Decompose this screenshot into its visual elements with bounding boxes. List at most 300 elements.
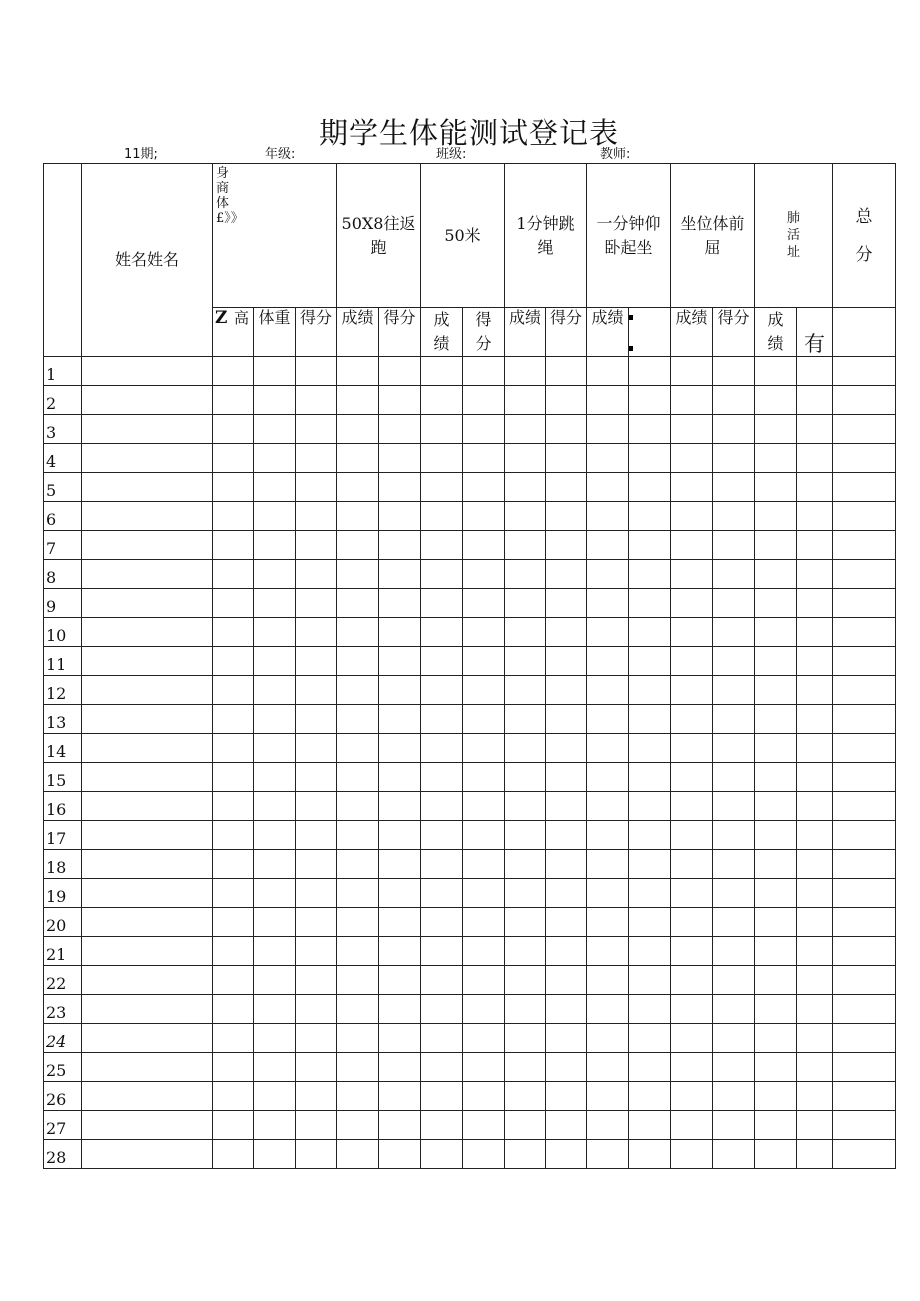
entry-cell[interactable] bbox=[671, 995, 713, 1024]
entry-cell[interactable] bbox=[713, 1024, 755, 1053]
entry-cell[interactable] bbox=[337, 1053, 379, 1082]
entry-cell[interactable] bbox=[755, 589, 797, 618]
entry-cell[interactable] bbox=[337, 502, 379, 531]
student-name-cell[interactable] bbox=[82, 1024, 213, 1053]
entry-cell[interactable] bbox=[463, 966, 505, 995]
entry-cell[interactable] bbox=[671, 821, 713, 850]
entry-cell[interactable] bbox=[337, 966, 379, 995]
entry-cell[interactable] bbox=[546, 386, 587, 415]
entry-cell[interactable] bbox=[587, 879, 629, 908]
entry-cell[interactable] bbox=[337, 531, 379, 560]
entry-cell[interactable] bbox=[713, 531, 755, 560]
entry-cell[interactable] bbox=[254, 357, 296, 386]
entry-cell[interactable] bbox=[797, 734, 833, 763]
entry-cell[interactable] bbox=[379, 1140, 421, 1169]
entry-cell[interactable] bbox=[379, 502, 421, 531]
entry-cell[interactable] bbox=[296, 995, 337, 1024]
entry-cell[interactable] bbox=[505, 444, 546, 473]
entry-cell[interactable] bbox=[254, 1082, 296, 1111]
entry-cell[interactable] bbox=[379, 560, 421, 589]
student-name-cell[interactable] bbox=[82, 734, 213, 763]
entry-cell[interactable] bbox=[546, 1024, 587, 1053]
entry-cell[interactable] bbox=[463, 908, 505, 937]
entry-cell[interactable] bbox=[337, 821, 379, 850]
entry-cell[interactable] bbox=[587, 966, 629, 995]
entry-cell[interactable] bbox=[546, 357, 587, 386]
student-name-cell[interactable] bbox=[82, 1140, 213, 1169]
entry-cell[interactable] bbox=[546, 676, 587, 705]
entry-cell[interactable] bbox=[337, 1024, 379, 1053]
entry-cell[interactable] bbox=[629, 995, 671, 1024]
entry-cell[interactable] bbox=[587, 705, 629, 734]
entry-cell[interactable] bbox=[713, 995, 755, 1024]
entry-cell[interactable] bbox=[254, 647, 296, 676]
entry-cell[interactable] bbox=[254, 850, 296, 879]
entry-cell[interactable] bbox=[337, 618, 379, 647]
entry-cell[interactable] bbox=[755, 1024, 797, 1053]
entry-cell[interactable] bbox=[296, 589, 337, 618]
entry-cell[interactable] bbox=[337, 850, 379, 879]
entry-cell[interactable] bbox=[463, 1082, 505, 1111]
entry-cell[interactable] bbox=[213, 473, 254, 502]
entry-cell[interactable] bbox=[421, 502, 463, 531]
entry-cell[interactable] bbox=[463, 618, 505, 647]
entry-cell[interactable] bbox=[254, 966, 296, 995]
entry-cell[interactable] bbox=[546, 763, 587, 792]
entry-cell[interactable] bbox=[833, 502, 896, 531]
entry-cell[interactable] bbox=[505, 734, 546, 763]
entry-cell[interactable] bbox=[755, 676, 797, 705]
entry-cell[interactable] bbox=[213, 647, 254, 676]
entry-cell[interactable] bbox=[296, 734, 337, 763]
entry-cell[interactable] bbox=[755, 705, 797, 734]
entry-cell[interactable] bbox=[671, 647, 713, 676]
student-name-cell[interactable] bbox=[82, 415, 213, 444]
entry-cell[interactable] bbox=[296, 763, 337, 792]
entry-cell[interactable] bbox=[713, 676, 755, 705]
entry-cell[interactable] bbox=[833, 995, 896, 1024]
entry-cell[interactable] bbox=[337, 908, 379, 937]
entry-cell[interactable] bbox=[296, 444, 337, 473]
entry-cell[interactable] bbox=[833, 1140, 896, 1169]
entry-cell[interactable] bbox=[379, 966, 421, 995]
student-name-cell[interactable] bbox=[82, 763, 213, 792]
entry-cell[interactable] bbox=[379, 937, 421, 966]
entry-cell[interactable] bbox=[213, 966, 254, 995]
entry-cell[interactable] bbox=[213, 705, 254, 734]
entry-cell[interactable] bbox=[421, 850, 463, 879]
entry-cell[interactable] bbox=[296, 1082, 337, 1111]
entry-cell[interactable] bbox=[463, 1053, 505, 1082]
entry-cell[interactable] bbox=[713, 1082, 755, 1111]
entry-cell[interactable] bbox=[833, 444, 896, 473]
entry-cell[interactable] bbox=[254, 879, 296, 908]
entry-cell[interactable] bbox=[463, 647, 505, 676]
entry-cell[interactable] bbox=[755, 995, 797, 1024]
entry-cell[interactable] bbox=[463, 821, 505, 850]
entry-cell[interactable] bbox=[755, 357, 797, 386]
entry-cell[interactable] bbox=[546, 705, 587, 734]
entry-cell[interactable] bbox=[421, 879, 463, 908]
entry-cell[interactable] bbox=[546, 734, 587, 763]
entry-cell[interactable] bbox=[254, 618, 296, 647]
entry-cell[interactable] bbox=[463, 415, 505, 444]
entry-cell[interactable] bbox=[629, 792, 671, 821]
entry-cell[interactable] bbox=[505, 792, 546, 821]
entry-cell[interactable] bbox=[587, 821, 629, 850]
entry-cell[interactable] bbox=[505, 705, 546, 734]
entry-cell[interactable] bbox=[379, 995, 421, 1024]
entry-cell[interactable] bbox=[755, 908, 797, 937]
entry-cell[interactable] bbox=[505, 415, 546, 444]
entry-cell[interactable] bbox=[587, 763, 629, 792]
entry-cell[interactable] bbox=[546, 792, 587, 821]
entry-cell[interactable] bbox=[833, 1053, 896, 1082]
entry-cell[interactable] bbox=[337, 1111, 379, 1140]
entry-cell[interactable] bbox=[463, 734, 505, 763]
entry-cell[interactable] bbox=[755, 1140, 797, 1169]
entry-cell[interactable] bbox=[587, 1082, 629, 1111]
entry-cell[interactable] bbox=[755, 1053, 797, 1082]
entry-cell[interactable] bbox=[213, 415, 254, 444]
entry-cell[interactable] bbox=[587, 531, 629, 560]
entry-cell[interactable] bbox=[755, 473, 797, 502]
entry-cell[interactable] bbox=[254, 995, 296, 1024]
entry-cell[interactable] bbox=[755, 386, 797, 415]
entry-cell[interactable] bbox=[629, 502, 671, 531]
entry-cell[interactable] bbox=[463, 473, 505, 502]
entry-cell[interactable] bbox=[587, 676, 629, 705]
entry-cell[interactable] bbox=[587, 444, 629, 473]
entry-cell[interactable] bbox=[421, 1140, 463, 1169]
student-name-cell[interactable] bbox=[82, 386, 213, 415]
entry-cell[interactable] bbox=[833, 531, 896, 560]
entry-cell[interactable] bbox=[421, 386, 463, 415]
entry-cell[interactable] bbox=[337, 560, 379, 589]
entry-cell[interactable] bbox=[671, 908, 713, 937]
entry-cell[interactable] bbox=[797, 1140, 833, 1169]
entry-cell[interactable] bbox=[337, 1140, 379, 1169]
entry-cell[interactable] bbox=[505, 531, 546, 560]
entry-cell[interactable] bbox=[379, 589, 421, 618]
entry-cell[interactable] bbox=[713, 560, 755, 589]
entry-cell[interactable] bbox=[546, 821, 587, 850]
entry-cell[interactable] bbox=[797, 531, 833, 560]
entry-cell[interactable] bbox=[254, 1111, 296, 1140]
student-name-cell[interactable] bbox=[82, 908, 213, 937]
entry-cell[interactable] bbox=[546, 560, 587, 589]
entry-cell[interactable] bbox=[463, 589, 505, 618]
entry-cell[interactable] bbox=[379, 386, 421, 415]
entry-cell[interactable] bbox=[629, 1024, 671, 1053]
entry-cell[interactable] bbox=[755, 618, 797, 647]
entry-cell[interactable] bbox=[254, 676, 296, 705]
student-name-cell[interactable] bbox=[82, 444, 213, 473]
entry-cell[interactable] bbox=[671, 444, 713, 473]
entry-cell[interactable] bbox=[587, 734, 629, 763]
entry-cell[interactable] bbox=[505, 647, 546, 676]
entry-cell[interactable] bbox=[755, 560, 797, 589]
entry-cell[interactable] bbox=[833, 415, 896, 444]
entry-cell[interactable] bbox=[379, 473, 421, 502]
entry-cell[interactable] bbox=[629, 386, 671, 415]
entry-cell[interactable] bbox=[421, 647, 463, 676]
entry-cell[interactable] bbox=[254, 473, 296, 502]
student-name-cell[interactable] bbox=[82, 647, 213, 676]
entry-cell[interactable] bbox=[505, 879, 546, 908]
entry-cell[interactable] bbox=[713, 647, 755, 676]
entry-cell[interactable] bbox=[421, 908, 463, 937]
entry-cell[interactable] bbox=[629, 473, 671, 502]
entry-cell[interactable] bbox=[463, 676, 505, 705]
entry-cell[interactable] bbox=[797, 647, 833, 676]
entry-cell[interactable] bbox=[337, 763, 379, 792]
entry-cell[interactable] bbox=[254, 589, 296, 618]
entry-cell[interactable] bbox=[713, 734, 755, 763]
entry-cell[interactable] bbox=[546, 879, 587, 908]
entry-cell[interactable] bbox=[629, 821, 671, 850]
entry-cell[interactable] bbox=[629, 357, 671, 386]
entry-cell[interactable] bbox=[379, 618, 421, 647]
entry-cell[interactable] bbox=[629, 647, 671, 676]
entry-cell[interactable] bbox=[546, 531, 587, 560]
entry-cell[interactable] bbox=[546, 444, 587, 473]
entry-cell[interactable] bbox=[797, 618, 833, 647]
entry-cell[interactable] bbox=[505, 937, 546, 966]
entry-cell[interactable] bbox=[296, 415, 337, 444]
student-name-cell[interactable] bbox=[82, 560, 213, 589]
entry-cell[interactable] bbox=[546, 1082, 587, 1111]
entry-cell[interactable] bbox=[505, 1082, 546, 1111]
entry-cell[interactable] bbox=[629, 1082, 671, 1111]
entry-cell[interactable] bbox=[505, 1111, 546, 1140]
student-name-cell[interactable] bbox=[82, 850, 213, 879]
entry-cell[interactable] bbox=[421, 415, 463, 444]
entry-cell[interactable] bbox=[505, 908, 546, 937]
entry-cell[interactable] bbox=[713, 705, 755, 734]
entry-cell[interactable] bbox=[254, 821, 296, 850]
entry-cell[interactable] bbox=[797, 908, 833, 937]
entry-cell[interactable] bbox=[713, 618, 755, 647]
entry-cell[interactable] bbox=[296, 1053, 337, 1082]
entry-cell[interactable] bbox=[713, 1111, 755, 1140]
entry-cell[interactable] bbox=[629, 908, 671, 937]
entry-cell[interactable] bbox=[629, 734, 671, 763]
entry-cell[interactable] bbox=[587, 1053, 629, 1082]
entry-cell[interactable] bbox=[671, 386, 713, 415]
entry-cell[interactable] bbox=[546, 908, 587, 937]
entry-cell[interactable] bbox=[379, 415, 421, 444]
entry-cell[interactable] bbox=[213, 879, 254, 908]
entry-cell[interactable] bbox=[213, 444, 254, 473]
entry-cell[interactable] bbox=[629, 531, 671, 560]
entry-cell[interactable] bbox=[671, 676, 713, 705]
entry-cell[interactable] bbox=[296, 1140, 337, 1169]
entry-cell[interactable] bbox=[379, 1024, 421, 1053]
entry-cell[interactable] bbox=[463, 531, 505, 560]
entry-cell[interactable] bbox=[671, 763, 713, 792]
entry-cell[interactable] bbox=[833, 473, 896, 502]
entry-cell[interactable] bbox=[587, 647, 629, 676]
entry-cell[interactable] bbox=[421, 1053, 463, 1082]
entry-cell[interactable] bbox=[546, 415, 587, 444]
entry-cell[interactable] bbox=[505, 502, 546, 531]
entry-cell[interactable] bbox=[629, 618, 671, 647]
entry-cell[interactable] bbox=[713, 444, 755, 473]
entry-cell[interactable] bbox=[755, 502, 797, 531]
entry-cell[interactable] bbox=[463, 357, 505, 386]
entry-cell[interactable] bbox=[713, 850, 755, 879]
entry-cell[interactable] bbox=[213, 1111, 254, 1140]
entry-cell[interactable] bbox=[296, 647, 337, 676]
entry-cell[interactable] bbox=[337, 705, 379, 734]
entry-cell[interactable] bbox=[797, 966, 833, 995]
entry-cell[interactable] bbox=[629, 705, 671, 734]
student-name-cell[interactable] bbox=[82, 589, 213, 618]
entry-cell[interactable] bbox=[587, 937, 629, 966]
entry-cell[interactable] bbox=[505, 386, 546, 415]
student-name-cell[interactable] bbox=[82, 1053, 213, 1082]
entry-cell[interactable] bbox=[713, 589, 755, 618]
entry-cell[interactable] bbox=[833, 734, 896, 763]
entry-cell[interactable] bbox=[671, 1024, 713, 1053]
entry-cell[interactable] bbox=[463, 995, 505, 1024]
entry-cell[interactable] bbox=[797, 937, 833, 966]
entry-cell[interactable] bbox=[629, 763, 671, 792]
entry-cell[interactable] bbox=[337, 444, 379, 473]
entry-cell[interactable] bbox=[797, 879, 833, 908]
entry-cell[interactable] bbox=[587, 473, 629, 502]
entry-cell[interactable] bbox=[671, 879, 713, 908]
entry-cell[interactable] bbox=[546, 937, 587, 966]
entry-cell[interactable] bbox=[671, 618, 713, 647]
entry-cell[interactable] bbox=[213, 1053, 254, 1082]
entry-cell[interactable] bbox=[421, 821, 463, 850]
entry-cell[interactable] bbox=[296, 966, 337, 995]
entry-cell[interactable] bbox=[755, 531, 797, 560]
entry-cell[interactable] bbox=[833, 618, 896, 647]
entry-cell[interactable] bbox=[379, 734, 421, 763]
entry-cell[interactable] bbox=[755, 647, 797, 676]
entry-cell[interactable] bbox=[755, 792, 797, 821]
entry-cell[interactable] bbox=[755, 879, 797, 908]
student-name-cell[interactable] bbox=[82, 937, 213, 966]
student-name-cell[interactable] bbox=[82, 676, 213, 705]
entry-cell[interactable] bbox=[755, 734, 797, 763]
entry-cell[interactable] bbox=[463, 386, 505, 415]
entry-cell[interactable] bbox=[296, 705, 337, 734]
entry-cell[interactable] bbox=[337, 879, 379, 908]
entry-cell[interactable] bbox=[505, 966, 546, 995]
entry-cell[interactable] bbox=[587, 850, 629, 879]
entry-cell[interactable] bbox=[546, 618, 587, 647]
entry-cell[interactable] bbox=[421, 444, 463, 473]
entry-cell[interactable] bbox=[421, 705, 463, 734]
entry-cell[interactable] bbox=[254, 908, 296, 937]
entry-cell[interactable] bbox=[337, 386, 379, 415]
entry-cell[interactable] bbox=[213, 850, 254, 879]
entry-cell[interactable] bbox=[713, 502, 755, 531]
entry-cell[interactable] bbox=[421, 618, 463, 647]
entry-cell[interactable] bbox=[671, 1111, 713, 1140]
entry-cell[interactable] bbox=[833, 647, 896, 676]
entry-cell[interactable] bbox=[629, 879, 671, 908]
entry-cell[interactable] bbox=[421, 1024, 463, 1053]
entry-cell[interactable] bbox=[213, 618, 254, 647]
entry-cell[interactable] bbox=[505, 1024, 546, 1053]
entry-cell[interactable] bbox=[546, 473, 587, 502]
entry-cell[interactable] bbox=[254, 531, 296, 560]
student-name-cell[interactable] bbox=[82, 792, 213, 821]
entry-cell[interactable] bbox=[421, 357, 463, 386]
entry-cell[interactable] bbox=[296, 473, 337, 502]
entry-cell[interactable] bbox=[587, 560, 629, 589]
entry-cell[interactable] bbox=[254, 415, 296, 444]
entry-cell[interactable] bbox=[296, 1024, 337, 1053]
entry-cell[interactable] bbox=[713, 415, 755, 444]
entry-cell[interactable] bbox=[296, 357, 337, 386]
entry-cell[interactable] bbox=[379, 357, 421, 386]
entry-cell[interactable] bbox=[587, 502, 629, 531]
entry-cell[interactable] bbox=[755, 1111, 797, 1140]
entry-cell[interactable] bbox=[337, 937, 379, 966]
student-name-cell[interactable] bbox=[82, 1111, 213, 1140]
entry-cell[interactable] bbox=[463, 560, 505, 589]
entry-cell[interactable] bbox=[337, 792, 379, 821]
entry-cell[interactable] bbox=[833, 357, 896, 386]
entry-cell[interactable] bbox=[797, 850, 833, 879]
entry-cell[interactable] bbox=[587, 386, 629, 415]
entry-cell[interactable] bbox=[337, 734, 379, 763]
entry-cell[interactable] bbox=[213, 357, 254, 386]
entry-cell[interactable] bbox=[296, 908, 337, 937]
entry-cell[interactable] bbox=[713, 386, 755, 415]
entry-cell[interactable] bbox=[296, 560, 337, 589]
entry-cell[interactable] bbox=[671, 502, 713, 531]
entry-cell[interactable] bbox=[379, 444, 421, 473]
entry-cell[interactable] bbox=[463, 937, 505, 966]
entry-cell[interactable] bbox=[713, 937, 755, 966]
entry-cell[interactable] bbox=[296, 676, 337, 705]
entry-cell[interactable] bbox=[797, 1082, 833, 1111]
entry-cell[interactable] bbox=[254, 502, 296, 531]
entry-cell[interactable] bbox=[797, 995, 833, 1024]
entry-cell[interactable] bbox=[671, 966, 713, 995]
entry-cell[interactable] bbox=[629, 937, 671, 966]
entry-cell[interactable] bbox=[797, 473, 833, 502]
entry-cell[interactable] bbox=[505, 357, 546, 386]
entry-cell[interactable] bbox=[833, 1082, 896, 1111]
entry-cell[interactable] bbox=[296, 937, 337, 966]
entry-cell[interactable] bbox=[505, 1140, 546, 1169]
entry-cell[interactable] bbox=[254, 1024, 296, 1053]
student-name-cell[interactable] bbox=[82, 502, 213, 531]
entry-cell[interactable] bbox=[587, 1111, 629, 1140]
entry-cell[interactable] bbox=[755, 966, 797, 995]
entry-cell[interactable] bbox=[713, 473, 755, 502]
entry-cell[interactable] bbox=[797, 1024, 833, 1053]
entry-cell[interactable] bbox=[337, 995, 379, 1024]
entry-cell[interactable] bbox=[546, 1111, 587, 1140]
entry-cell[interactable] bbox=[587, 908, 629, 937]
entry-cell[interactable] bbox=[671, 560, 713, 589]
entry-cell[interactable] bbox=[463, 850, 505, 879]
entry-cell[interactable] bbox=[833, 792, 896, 821]
entry-cell[interactable] bbox=[421, 589, 463, 618]
entry-cell[interactable] bbox=[463, 444, 505, 473]
entry-cell[interactable] bbox=[833, 589, 896, 618]
entry-cell[interactable] bbox=[833, 821, 896, 850]
